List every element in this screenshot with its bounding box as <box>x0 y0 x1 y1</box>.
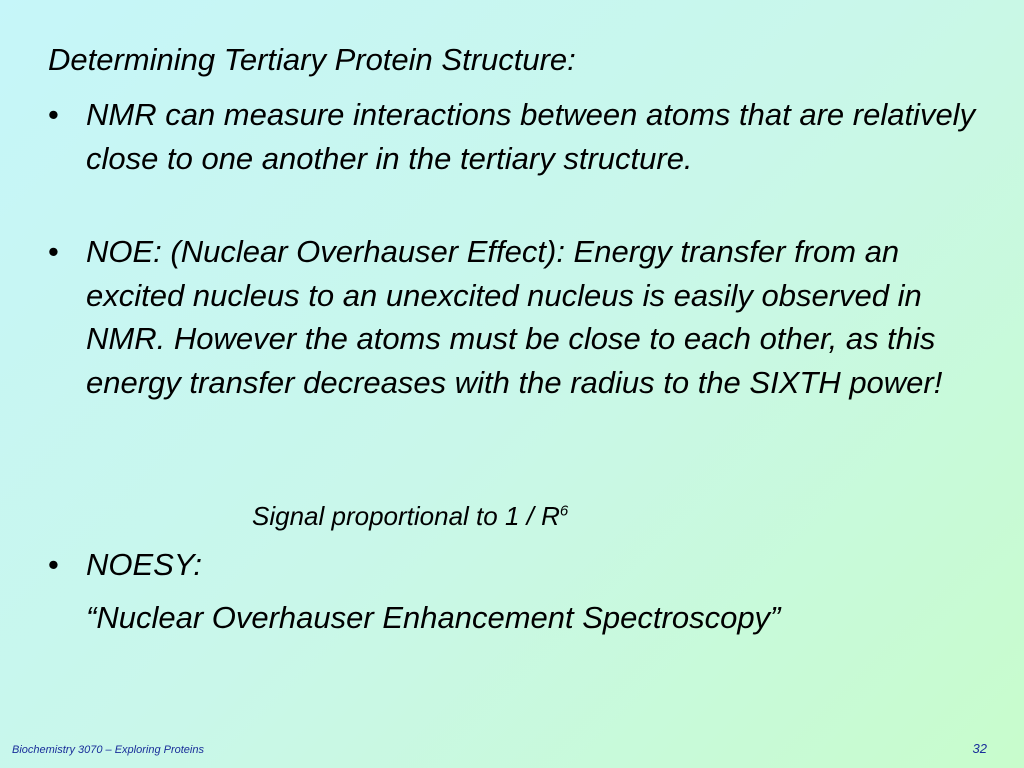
bullet-marker: • <box>48 234 59 269</box>
bullet-item-noe <box>48 230 978 404</box>
footer-page-number: 32 <box>972 741 987 756</box>
bullet-marker: • <box>48 97 59 132</box>
bullet-text: NOESY: <box>86 547 202 582</box>
noesy-expansion: “Nuclear Overhauser Enhancement Spectroscopy” <box>86 600 781 635</box>
slide-heading: Determining Tertiary Protein Structure: <box>48 42 576 77</box>
formula-text: Signal proportional to 1 / R <box>252 501 560 531</box>
footer-course-title: Biochemistry 3070 – Exploring Proteins <box>12 744 204 756</box>
bullet-text: NOE: (Nuclear Overhauser Effect): Energy transfer from an excited nucleus to an unexcited nucleus is easily observed in NMR. However the atoms must be close to each other, as this energy transfer decreases with the radius to the SIXTH power! <box>86 234 943 400</box>
formula-exponent: 6 <box>559 502 569 520</box>
bullet-text: NMR can measure interactions between atoms that are relatively close to one another in the tertiary structure. <box>86 97 976 176</box>
signal-formula <box>252 496 568 536</box>
bullet-item-noesy <box>48 543 978 587</box>
bullet-item-nmr <box>48 93 978 180</box>
bullet-marker: • <box>48 547 59 582</box>
